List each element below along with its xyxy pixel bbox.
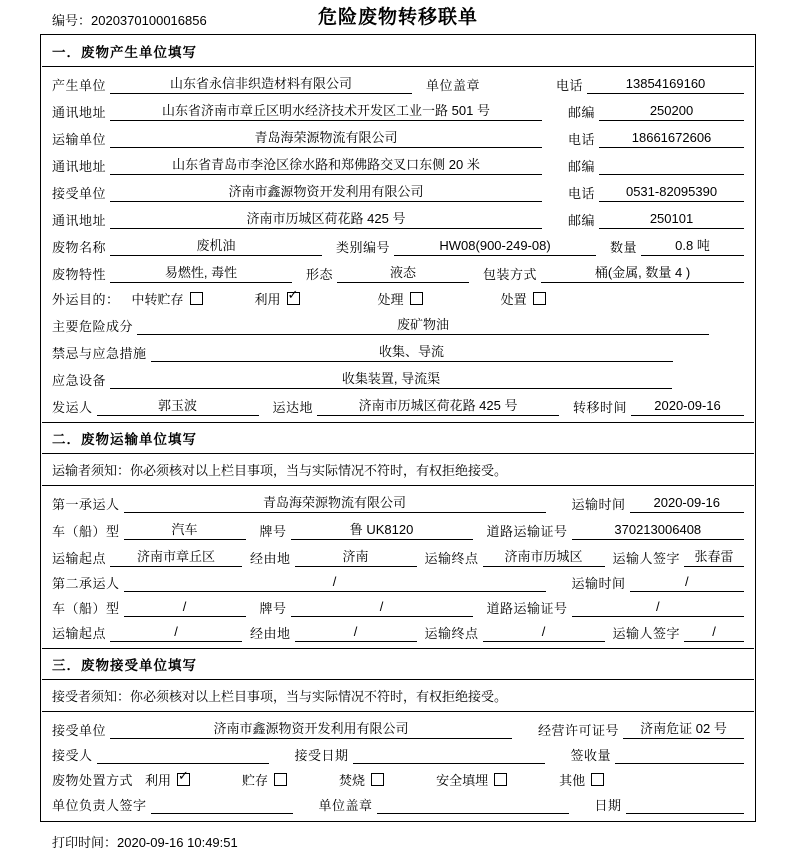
disposal-label: 废物处置方式 (52, 773, 134, 788)
row-forbid-measures (42, 337, 754, 364)
carrier1-time-value: 2020-09-16 (630, 495, 744, 513)
receiver-phone-value: 0531-82095390 (599, 184, 744, 202)
hazard-label: 主要危险成分 (52, 319, 134, 334)
row-transporter-address (42, 150, 754, 177)
from2-label: 运输起点 (52, 626, 107, 641)
purpose-option-utilize[interactable] (255, 289, 300, 308)
carrier1-time-label: 运输时间 (571, 497, 626, 512)
unit-seal-value (377, 796, 569, 814)
purpose-label: 外运目的： (52, 292, 120, 307)
transporter-phone-label: 电话 (568, 132, 596, 147)
sign2-label: 运输人签字 (612, 626, 681, 641)
producer-address-value: 山东省济南市章丘区明水经济技术开发区工业一路 501 号 (110, 100, 542, 121)
sign2-value: / (684, 624, 744, 642)
row-route2 (42, 619, 754, 644)
transporter-address-label: 通讯地址 (52, 159, 107, 174)
to1-value: 济南市历城区 (483, 546, 605, 567)
disposal-option-incinerate-label: 焚烧 (339, 773, 366, 788)
receiver-address-value: 济南市历城区荷花路 425 号 (110, 208, 542, 229)
purpose-option-transfer-checkbox[interactable] (190, 292, 203, 305)
row-signatures (42, 791, 754, 816)
document-header (40, 0, 756, 34)
equipment-value: 收集装置, 导流渠 (110, 368, 672, 389)
property-value: 易燃性, 毒性 (110, 262, 292, 283)
vehicle1-label: 车（船）型 (52, 524, 120, 539)
row-hazard-component (42, 310, 754, 337)
section-3-body (42, 712, 754, 820)
transporter-address-value: 山东省青岛市李沧区徐水路和郑佛路交叉口东侧 20 米 (110, 154, 542, 175)
producer-value: 山东省永信非织造材料有限公司 (110, 73, 412, 94)
from1-value: 济南市章丘区 (110, 546, 242, 567)
plate2-label: 牌号 (259, 601, 287, 616)
row-receiver (42, 177, 754, 204)
row-purpose (42, 285, 754, 310)
row-producer (42, 69, 754, 96)
row-route1 (42, 542, 754, 569)
quantity-value: 0.8 吨 (641, 235, 744, 256)
waste-name-value: 废机油 (110, 235, 322, 256)
charge-person-label: 单位负责人签字 (52, 798, 147, 813)
print-time (40, 822, 756, 851)
section-1-title: 一．废物产生单位填写 (42, 36, 754, 67)
disposal-option-store-checkbox[interactable] (274, 773, 287, 786)
disposal-option-other-label: 其他 (559, 773, 586, 788)
plate1-label: 牌号 (259, 524, 287, 539)
receiver-value: 济南市鑫源物资开发利用有限公司 (110, 181, 542, 202)
vehicle1-value: 汽车 (124, 519, 246, 540)
row-receiving-person (42, 741, 754, 766)
seal-space (484, 77, 556, 94)
transporter-value: 青岛海荣源物流有限公司 (110, 127, 542, 148)
unit-seal-label: 单位盖章 (318, 798, 373, 813)
to1-label: 运输终点 (424, 551, 479, 566)
purpose-option-transfer[interactable] (132, 289, 203, 308)
license2-value: / (572, 599, 744, 617)
receiver-post-label: 邮编 (568, 213, 596, 228)
disposal-option-utilize-checkbox[interactable] (177, 773, 190, 786)
producer-address-label: 通讯地址 (52, 105, 107, 120)
carrier2-time-label: 运输时间 (571, 576, 626, 591)
destination-label: 运达地 (272, 400, 314, 415)
manifest-table (40, 34, 756, 822)
section-1-body (42, 67, 754, 423)
disposal-option-store[interactable] (242, 770, 287, 789)
license1-label: 道路运输证号 (486, 524, 568, 539)
receiving-unit-value: 济南市鑫源物资开发利用有限公司 (110, 718, 512, 739)
disposal-option-incinerate-checkbox[interactable] (371, 773, 384, 786)
row-vehicle1 (42, 515, 754, 542)
package-value: 桶(金属, 数量 4 ) (541, 262, 744, 283)
equipment-label: 应急设备 (52, 373, 107, 388)
purpose-option-dispose[interactable] (501, 289, 546, 308)
license2-label: 道路运输证号 (486, 601, 568, 616)
receiving-date-label: 接受日期 (294, 748, 349, 763)
carrier2-time-value: / (630, 574, 744, 592)
sender-label: 发运人 (52, 400, 93, 415)
disposal-option-utilize[interactable] (145, 770, 190, 789)
carrier2-value: / (124, 574, 546, 592)
vehicle2-label: 车（船）型 (52, 601, 120, 616)
purpose-option-treat-checkbox[interactable] (410, 292, 423, 305)
page-title: 危险废物转移联单 (317, 7, 478, 28)
row-waste-name (42, 231, 754, 258)
row-waste-property (42, 258, 754, 285)
receiving-person-value (97, 746, 269, 764)
via2-value: / (295, 624, 417, 642)
hazard-value: 废矿物油 (137, 314, 709, 335)
receiving-date-value (353, 746, 545, 764)
producer-label: 产生单位 (52, 78, 107, 93)
plate1-value: 鲁 UK8120 (291, 519, 473, 540)
transporter-post-label: 邮编 (568, 159, 596, 174)
row-producer-address (42, 96, 754, 123)
from1-label: 运输起点 (52, 551, 107, 566)
disposal-option-other[interactable] (559, 770, 604, 789)
sender-value: 郭玉波 (97, 395, 259, 416)
row-disposal-method (42, 766, 754, 791)
purpose-option-dispose-label: 处置 (500, 292, 527, 307)
row-vehicle2 (42, 594, 754, 619)
sign-date-label: 日期 (594, 798, 622, 813)
via1-value: 济南 (295, 546, 417, 567)
package-label: 包装方式 (483, 267, 538, 282)
transporter-post-value (599, 157, 744, 175)
via1-label: 经由地 (250, 551, 291, 566)
property-label: 废物特性 (52, 267, 107, 282)
destination-value: 济南市历城区荷花路 425 号 (317, 395, 559, 416)
disposal-option-landfill-label: 安全填埋 (436, 773, 489, 788)
receiving-person-label: 接受人 (52, 748, 93, 763)
via2-label: 经由地 (250, 626, 291, 641)
disposal-option-other-checkbox[interactable] (591, 773, 604, 786)
permit-label: 经营许可证号 (538, 723, 620, 738)
forbid-value: 收集、导流 (151, 341, 673, 362)
carrier1-label: 第一承运人 (52, 497, 120, 512)
quantity-label: 数量 (610, 240, 638, 255)
purpose-option-dispose-checkbox[interactable] (533, 292, 546, 305)
vehicle2-value: / (124, 599, 246, 617)
license1-value: 370213006408 (572, 522, 744, 540)
disposal-option-landfill-checkbox[interactable] (494, 773, 507, 786)
carrier1-value: 青岛海荣源物流有限公司 (124, 492, 546, 513)
row-emergency-equipment (42, 364, 754, 391)
section-2-body (42, 486, 754, 649)
producer-post-value: 250200 (599, 103, 744, 121)
document-code-label: 编号： (52, 13, 92, 28)
purpose-trailing-space (546, 291, 744, 308)
sign-date-value (626, 796, 744, 814)
purpose-option-treat[interactable] (378, 289, 423, 308)
purpose-option-treat-label: 处理 (377, 292, 404, 307)
producer-phone-label: 电话 (556, 78, 584, 93)
section-3-title: 三．废物接受单位填写 (42, 649, 754, 680)
receiver-label: 接受单位 (52, 186, 107, 201)
from2-value: / (110, 624, 242, 642)
purpose-option-utilize-checkbox[interactable] (287, 292, 300, 305)
disposal-option-landfill[interactable] (436, 770, 507, 789)
purpose-option-utilize-label: 利用 (254, 292, 281, 307)
row-carrier2 (42, 569, 754, 594)
form-value: 液态 (337, 262, 469, 283)
document-code-value: 2020370100016856 (91, 13, 207, 28)
permit-value: 济南危证 02 号 (623, 718, 744, 739)
row-transporter (42, 123, 754, 150)
received-amount-value (615, 746, 744, 764)
transporter-phone-value: 18661672606 (599, 130, 744, 148)
disposal-option-incinerate[interactable] (339, 770, 384, 789)
print-time-value: 2020-09-16 10:49:51 (117, 835, 238, 850)
to2-value: / (483, 624, 605, 642)
producer-post-label: 邮编 (568, 105, 596, 120)
disposal-option-utilize-label: 利用 (145, 773, 172, 788)
disposal-trailing-space (604, 772, 744, 789)
carrier2-label: 第二承运人 (52, 576, 120, 591)
sign1-value: 张春雷 (684, 546, 744, 567)
to2-label: 运输终点 (424, 626, 479, 641)
transporter-label: 运输单位 (52, 132, 107, 147)
section-2-notice: 运输者须知：你必须核对以上栏目事项，当与实际情况不符时，有权拒绝接受。 (42, 454, 754, 486)
seal-label: 单位盖章 (426, 78, 481, 93)
charge-person-value (151, 796, 293, 814)
receiver-address-label: 通讯地址 (52, 213, 107, 228)
form-label: 形态 (306, 267, 334, 282)
received-amount-label: 签收量 (570, 748, 612, 763)
waste-name-label: 废物名称 (52, 240, 107, 255)
row-carrier1 (42, 488, 754, 515)
category-label: 类别编号 (336, 240, 391, 255)
category-value: HW08(900-249-08) (394, 238, 596, 256)
forbid-label: 禁忌与应急措施 (52, 346, 147, 361)
print-time-label: 打印时间： (52, 835, 118, 850)
producer-phone-value: 13854169160 (587, 76, 744, 94)
row-sender (42, 391, 754, 418)
disposal-option-store-label: 贮存 (242, 773, 269, 788)
plate2-value: / (291, 599, 473, 617)
transfer-time-value: 2020-09-16 (631, 398, 744, 416)
receiver-post-value: 250101 (599, 211, 744, 229)
receiving-unit-label: 接受单位 (52, 723, 107, 738)
receiver-phone-label: 电话 (568, 186, 596, 201)
purpose-option-transfer-label: 中转贮存 (131, 292, 184, 307)
sign1-label: 运输人签字 (612, 551, 681, 566)
transfer-time-label: 转移时间 (573, 400, 628, 415)
row-receiving-unit (42, 714, 754, 741)
row-receiver-address (42, 204, 754, 231)
section-3-notice: 接受者须知：你必须核对以上栏目事项，当与实际情况不符时，有权拒绝接受。 (42, 680, 754, 712)
section-2-title: 二．废物运输单位填写 (42, 423, 754, 454)
